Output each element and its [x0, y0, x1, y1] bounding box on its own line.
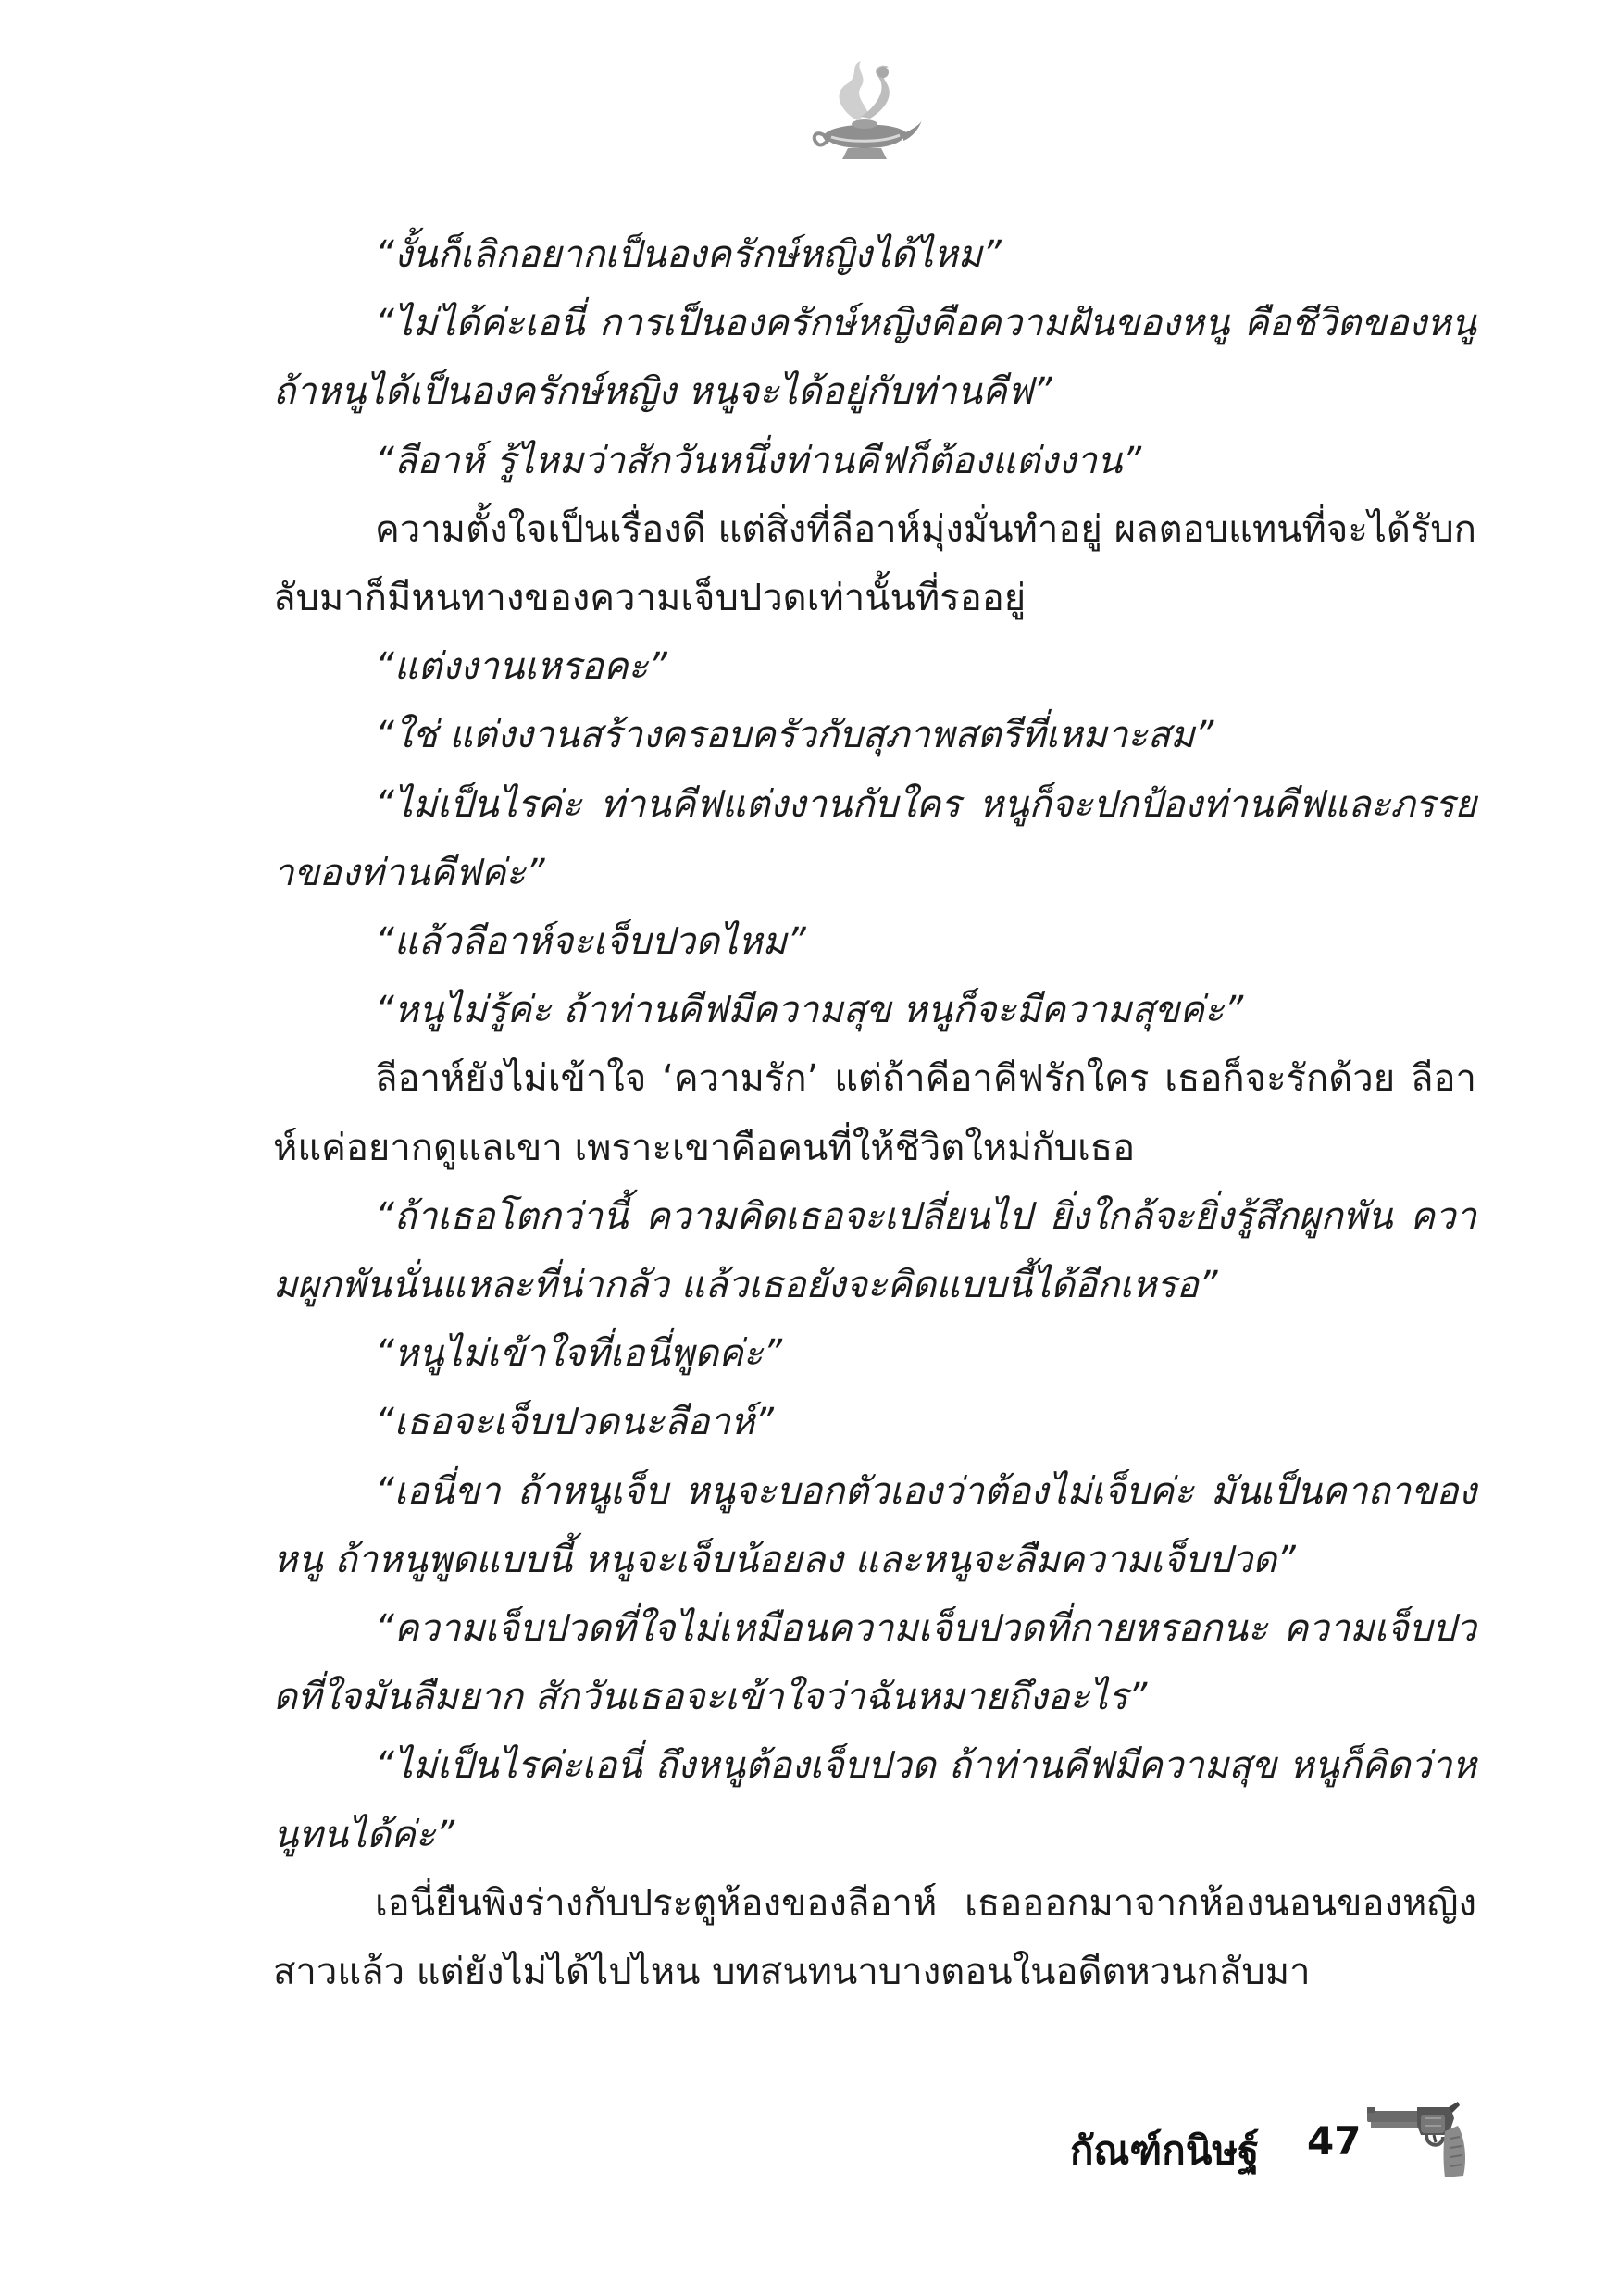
page-number: 47 [1307, 2118, 1362, 2164]
genie-lamp-icon [803, 56, 924, 167]
narration-paragraph: ความตั้งใจเป็นเรื่องดี แต่สิ่งที่ลีอาห์มุ่งมั่นทำอยู่ ผลตอบแทนที่จะได้รับกลับมาก็มีหนทางของความเจ็บปวดเท่านั้นที่รออยู่ [273, 507, 1476, 620]
body-text [273, 220, 1476, 2006]
narration-paragraph: ลีอาห์ยังไม่เข้าใจ ‘ความรัก’ แต่ถ้าคีอาคีฟรักใคร เธอก็จะรักด้วย ลีอาห์แค่อยากดูแลเขา เพราะเขาคือคนที่ให้ชีวิตใหม่กับเธอ [273, 1057, 1476, 1169]
dialogue-paragraph: “เอนี่ขา ถ้าหนูเจ็บ หนูจะบอกตัวเองว่าต้องไม่เจ็บค่ะ มันเป็นคาถาของหนู ถ้าหนูพูดแบบนี้ หนูจะเจ็บน้อยลง และหนูจะลืมความเจ็บปวด” [273, 1469, 1476, 1581]
dialogue-paragraph: “ใช่ แต่งงานสร้างครอบครัวกับสุภาพสตรีที่เหมาะสม” [375, 714, 1214, 757]
dialogue-paragraph: “เธอจะเจ็บปวดนะลีอาห์” [375, 1401, 774, 1444]
dialogue-paragraph: “ถ้าเธอโตกว่านี้ ความคิดเธอจะเปลี่ยนไป ยิ่งใกล้จะยิ่งรู้สึกผูกพัน ความผูกพันนั่นแหละที่น่ากลัว แล้วเธอยังจะคิดแบบนี้ได้อีกเหรอ” [273, 1194, 1476, 1307]
dialogue-paragraph: “แล้วลีอาห์จะเจ็บปวดไหม” [375, 920, 806, 964]
dialogue-paragraph: “ความเจ็บปวดที่ใจไม่เหมือนความเจ็บปวดที่กายหรอกนะ ความเจ็บปวดที่ใจมันลืมยาก สักวันเธอจะเข้าใจว่าฉันหมายถึงอะไร” [273, 1607, 1476, 1719]
dialogue-paragraph: “ไม่เป็นไรค่ะ ท่านคีฟแต่งงานกับใคร หนูก็จะปกป้องท่านคีฟและภรรยาของท่านคีฟค่ะ” [273, 782, 1476, 894]
dialogue-paragraph: “หนูไม่รู้ค่ะ ถ้าท่านคีฟมีความสุข หนูก็จะมีความสุขค่ะ” [375, 989, 1244, 1032]
revolver-icon [1365, 2098, 1469, 2181]
book-title: กัณฑ์กนิษฐ์ [1070, 2128, 1260, 2173]
dialogue-paragraph: “หนูไม่เข้าใจที่เอนี่พูดค่ะ” [375, 1332, 783, 1376]
dialogue-paragraph: “แต่งงานเหรอคะ” [375, 645, 667, 689]
dialogue-paragraph: “ลีอาห์ รู้ไหมว่าสักวันหนึ่งท่านคีฟก็ต้องแต่งงาน” [375, 439, 1142, 482]
narration-paragraph: เอนี่ยืนพิงร่างกับประตูห้องของลีอาห์ เธอออกมาจากห้องนอนของหญิงสาวแล้ว แต่ยังไม่ได้ไปไหน บทสนทนาบางตอนในอดีตหวนกลับมา [273, 1881, 1476, 1994]
dialogue-paragraph: “ไม่ได้ค่ะเอนี่ การเป็นองครักษ์หญิงคือความฝันของหนู คือชีวิตของหนู ถ้าหนูได้เป็นองครักษ์หญิง หนูจะได้อยู่กับท่านคีฟ” [273, 302, 1476, 414]
page-footer [1055, 2092, 1472, 2194]
dialogue-paragraph: “ไม่เป็นไรค่ะเอนี่ ถึงหนูต้องเจ็บปวด ถ้าท่านคีฟมีความสุข หนูก็คิดว่าหนูทนได้ค่ะ” [273, 1744, 1476, 1856]
dialogue-paragraph: “งั้นก็เลิกอยากเป็นองครักษ์หญิงได้ไหม” [375, 233, 1002, 276]
